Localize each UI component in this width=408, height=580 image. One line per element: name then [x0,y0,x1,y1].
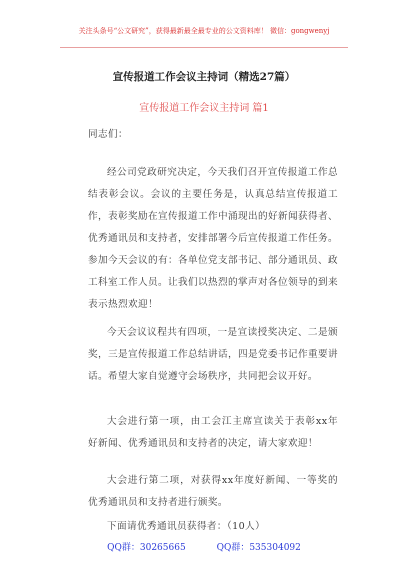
header-banner: 关注头条号“公文研究”，获得最新最全最专业的公文资料库！ 微信：gongwenyj [78,27,330,35]
section-title: 宣传报道工作会议主持词 篇1 [139,103,269,114]
footer-qq-group-1: QQ群：30265665 [107,543,186,553]
footer-contacts [0,540,408,553]
paragraph-4: 大会进行第二项，对获得xx年度好新闻、一等奖的优秀通讯员和支持者进行颁奖。 [88,475,338,508]
paragraph-1: 经公司党政研究决定，今天我们召开宣传报道工作总结表彰会议。会议的主要任务是，认真总结宣传报道工作，表彰奖励在宣传报道工作中涌现出的好新闻获得者、优秀通讯员和支持者，安排部署今后宣传报道工作任务。参加今天会议的有：各单位党支部书记、部分通讯员、政工科室工作人员。让我们以热烈的掌声对各位领导的到来表示热烈欢迎！ [88,167,338,310]
paragraph-3: 大会进行第一项，由工会江主席宣读关于表彰xx年好新闻、优秀通讯员和支持者的决定，请大家欢迎！ [88,416,338,449]
paragraph-5: 下面请优秀通讯员获得者：（10人） [107,521,266,532]
paragraph-2: 今天会议议程共有四项，一是宣读授奖决定、二是颁奖，三是宣传报道工作总结讲话，四是党委书记作重要讲话。希望大家自觉遵守会场秩序，共同把会议开好。 [88,327,338,382]
document-title: 宣传报道工作会议主持词（精选27篇） [112,71,296,83]
footer-qq-group-2: QQ群：535304092 [216,543,301,553]
salutation: 同志们： [88,129,128,140]
header-divider [60,47,348,48]
